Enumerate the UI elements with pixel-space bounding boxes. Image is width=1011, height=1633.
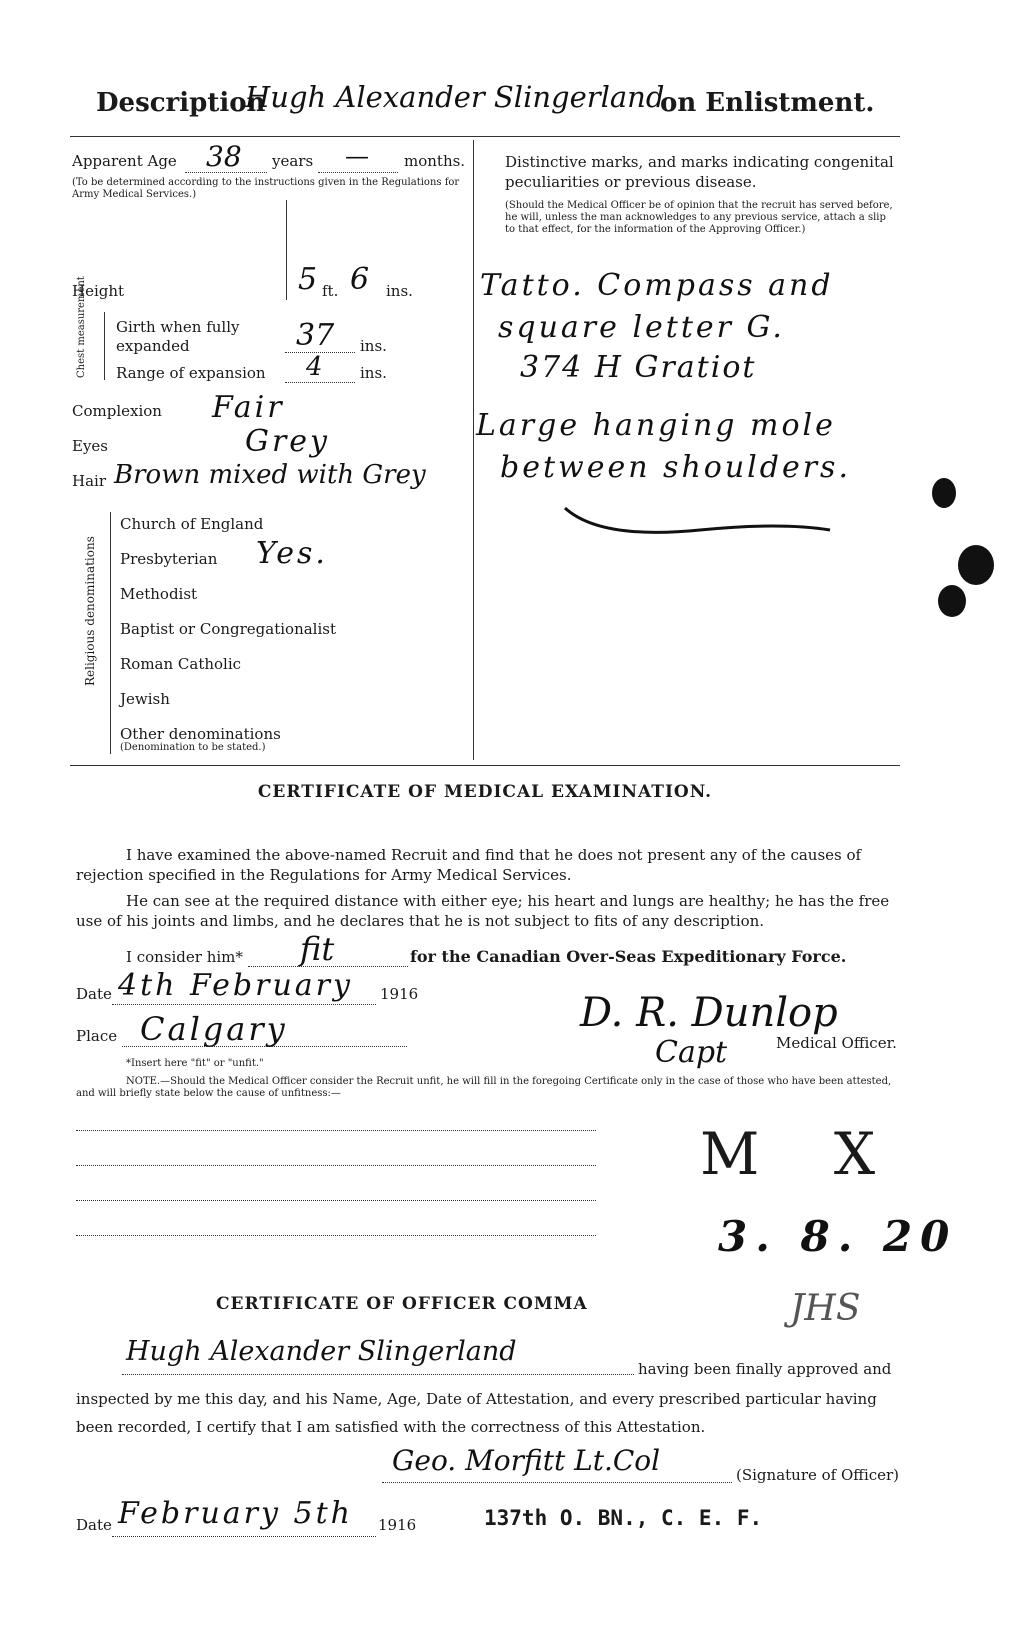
marks-line-5: between shoulders. — [500, 450, 851, 485]
ink-blot-3 — [938, 585, 966, 617]
recruit-name: Hugh Alexander Slingerland — [245, 80, 665, 114]
unit-stamp: 137th O. BN., C. E. F. — [484, 1506, 763, 1530]
age-label: Apparent Age — [72, 152, 177, 170]
hair-label: Hair — [72, 472, 106, 490]
chest-girth-label: Girth when fully expanded — [116, 318, 240, 355]
unfitness-line-3 — [76, 1200, 596, 1201]
officer-signature: Geo. Morfitt Lt.Col — [392, 1444, 661, 1477]
religion-jewish: Jewish — [120, 690, 170, 708]
place-label: Place — [76, 1027, 118, 1045]
religion-other: Other denominations — [120, 725, 281, 743]
marks-note: (Should the Medical Officer be of opinion that the recruit has served before, he will, unless the man acknowledges to any previous service, attach a slip to that effect, for the information of the Approving Officer.) — [505, 200, 893, 235]
unfitness-line-1 — [76, 1130, 596, 1131]
place-value: Calgary — [140, 1010, 288, 1048]
officer-line-1-suffix: having been finally approved and — [638, 1360, 892, 1378]
age-note: (To be determined according to the instructions given in the Regulations for Army Medical Services.) — [72, 177, 460, 200]
ink-blot-1 — [932, 478, 956, 508]
medical-date-label: Date — [76, 985, 112, 1003]
medical-officer-rank: Capt — [655, 1035, 728, 1070]
religion-church-of-england: Church of England — [120, 515, 264, 533]
eyes-label: Eyes — [72, 437, 108, 455]
unfitness-line-2 — [76, 1165, 596, 1166]
medical-date-line — [112, 1004, 376, 1005]
height-ins-label: ins. — [386, 282, 413, 300]
religion-presbyterian-value: Yes. — [256, 536, 328, 571]
age-months-line — [318, 172, 398, 173]
force-label: for the Canadian Over-Seas Expeditionary Force. — [410, 947, 847, 966]
marks-line-3: 374 H Gratiot — [520, 350, 757, 385]
marks-line-2: square letter G. — [498, 310, 785, 345]
medical-year-label: 1916 — [380, 985, 419, 1003]
marks-line-4: Large hanging mole — [476, 408, 836, 443]
age-months-label: months. — [404, 152, 466, 170]
religion-baptist: Baptist or Congregationalist — [120, 620, 336, 638]
complexion-value: Fair — [212, 390, 285, 425]
medical-date-value: 4th February — [118, 968, 353, 1003]
height-ft-label: ft. — [322, 282, 339, 300]
insert-note: *Insert here "fit" or "unfit." — [126, 1058, 264, 1069]
age-years-value: 38 — [206, 140, 242, 173]
header-suffix: on Enlistment. — [660, 88, 875, 118]
religion-methodist: Methodist — [120, 585, 198, 603]
religion-side-label: Religious denominations — [83, 536, 97, 686]
header-rule — [70, 136, 900, 137]
chest-girth-value: 37 — [296, 318, 335, 353]
officer-line-2: inspected by me this day, and his Name, Age, Date of Attestation, and every prescribed particular having — [76, 1390, 877, 1408]
officer-heading: CERTIFICATE OF OFFICER COMMA — [216, 1294, 588, 1314]
religion-presbyterian: Presbyterian — [120, 550, 218, 568]
medical-para-2: He can see at the required distance with either eye; his heart and lungs are healthy; he has the free use of his joints and limbs, and he declares that he is not subject to fits of any description. — [76, 892, 890, 930]
place-line — [122, 1046, 407, 1047]
age-years-line — [185, 172, 267, 173]
slip-initials: JHS — [790, 1288, 861, 1329]
medical-officer-label: Medical Officer. — [776, 1034, 897, 1052]
ink-blot-2 — [958, 545, 994, 585]
officer-date-value: February 5th — [118, 1496, 353, 1531]
section-rule — [70, 765, 900, 766]
officer-year-label: 1916 — [378, 1516, 417, 1534]
column-divider — [473, 140, 474, 760]
officer-line-3: been recorded, I certify that I am satisfied with the correctness of this Attestation. — [76, 1418, 706, 1436]
officer-signature-label: (Signature of Officer) — [736, 1466, 900, 1484]
officer-name-line — [122, 1374, 634, 1375]
chest-range-value: 4 — [306, 352, 323, 382]
age-years-label: years — [272, 152, 314, 170]
chest-girth-ins: ins. — [360, 337, 387, 355]
religion-bracket — [110, 512, 111, 754]
age-months-value: — — [345, 142, 369, 170]
height-bracket — [286, 200, 287, 300]
chest-side-label: Chest measurement — [76, 276, 87, 378]
religion-roman-catholic: Roman Catholic — [120, 655, 242, 673]
medical-officer-signature: D. R. Dunlop — [580, 990, 838, 1036]
slip-letters: M X — [700, 1120, 904, 1188]
chest-range-label: Range of expansion — [116, 364, 266, 382]
medical-para-1: I have examined the above-named Recruit and find that he does not present any of the causes of rejection specified in the Regulations for Army Medical Services. — [76, 846, 862, 884]
unfitness-line-4 — [76, 1235, 596, 1236]
eyes-value: Grey — [245, 424, 331, 459]
height-label: Height — [72, 282, 125, 300]
marks-line-1: Tatto. Compass and — [480, 268, 834, 303]
flourish-stroke — [560, 500, 840, 540]
header-prefix: Description — [96, 88, 266, 118]
consider-value: fit — [300, 930, 335, 968]
consider-line — [248, 966, 408, 967]
chest-bracket — [104, 312, 105, 380]
slip-date: 3. 8. 20 — [718, 1212, 958, 1261]
consider-label: I consider him* — [126, 948, 243, 966]
medical-note: NOTE.—Should the Medical Officer consider the Recruit unfit, he will fill in the foregoing Certificate only in the case of those who have been attested, and will briefly state below the cause of unfitness:— — [76, 1076, 892, 1099]
medical-heading: CERTIFICATE OF MEDICAL EXAMINATION. — [257, 782, 713, 802]
height-inches-value: 6 — [350, 262, 370, 297]
chest-range-line — [285, 382, 355, 383]
hair-value: Brown mixed with Grey — [114, 460, 426, 490]
height-feet-value: 5 — [298, 262, 318, 297]
marks-label: Distinctive marks, and marks indicating congenital peculiarities or previous disease. — [505, 153, 894, 191]
officer-signature-line — [382, 1482, 732, 1483]
religion-other-note: (Denomination to be stated.) — [120, 742, 266, 753]
chest-range-ins: ins. — [360, 364, 387, 382]
officer-date-line — [112, 1536, 376, 1537]
officer-date-label: Date — [76, 1516, 112, 1534]
officer-recruit-name: Hugh Alexander Slingerland — [126, 1336, 517, 1367]
complexion-label: Complexion — [72, 402, 162, 420]
